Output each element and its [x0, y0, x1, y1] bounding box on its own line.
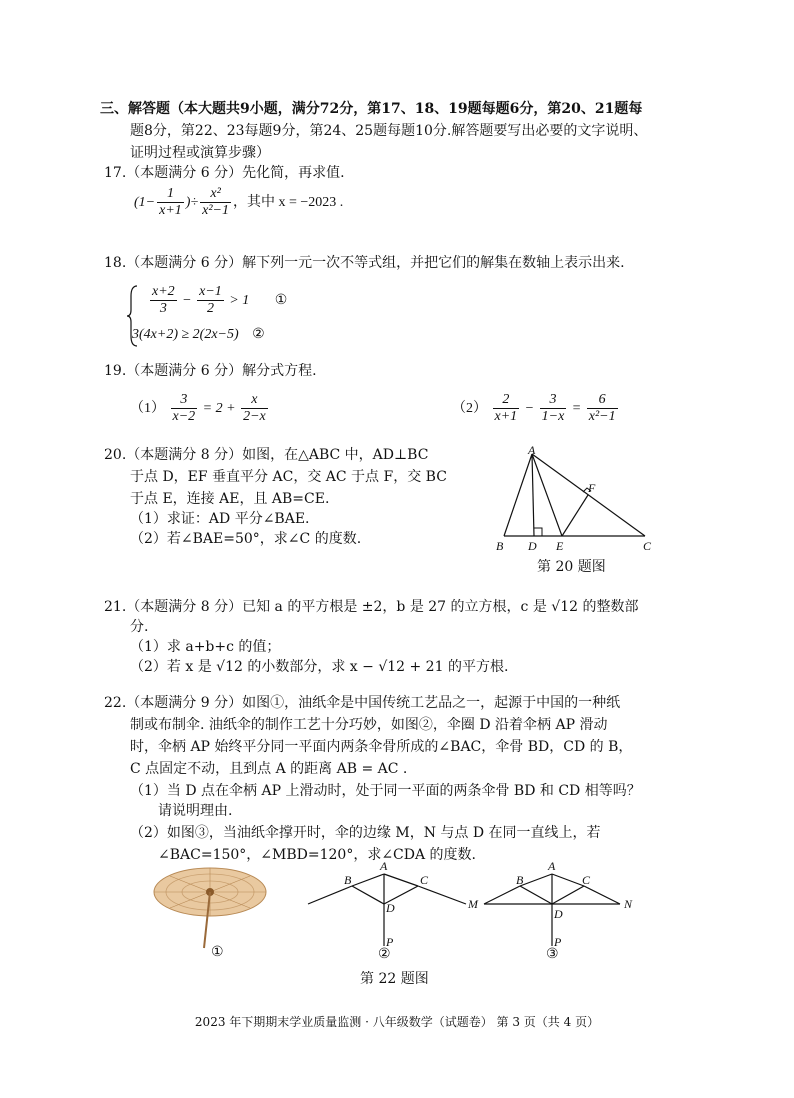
section-heading-line-3: 证明过程或演算步骤） — [130, 145, 270, 161]
q22-caption: 第 22 题图 — [360, 971, 429, 987]
fig3-label-a: A — [548, 860, 556, 873]
section-heading-line-1: 三、解答题（本大题共9小题，满分72分，第17、18、19题每题6分，第20、21题每 — [100, 101, 643, 117]
q22-part-2-cont: ∠BAC=150°，∠MBD=120°，求∠CDA 的度数. — [158, 847, 477, 863]
q20-triangle-figure — [490, 444, 660, 556]
fig3-label-p: P — [554, 935, 562, 949]
q22-figure-2 — [302, 860, 472, 956]
q21-part-2: （2）若 x 是 √12 的小数部分，求 x − √12 + 21 的平方根. — [130, 659, 509, 675]
q20-line-3: 于点 E，连接 AE，且 AB=CE. — [130, 491, 330, 507]
fig-2-label: ② — [378, 946, 391, 962]
q22-line-3: 时，伞柄 AP 始终平分同一平面内两条伞骨所成的∠BAC，伞骨 BD，CD 的 B， — [130, 739, 633, 755]
q22-line-4: C 点固定不动，且到点 A 的距离 AB = AC . — [130, 761, 408, 777]
fig2-label-p: P — [386, 935, 394, 949]
fig3-label-b: B — [516, 873, 524, 887]
q20-part-1: （1）求证：AD 平分∠BAE. — [130, 511, 310, 527]
q17-heading: 17.（本题满分 6 分）先化简，再求值. — [104, 165, 345, 181]
label-f: F — [588, 481, 596, 495]
q18-heading: 18.（本题满分 6 分）解下列一元一次不等式组，并把它们的解集在数轴上表示出来. — [104, 255, 625, 271]
q18-inequality-system — [126, 284, 426, 348]
label-a: A — [528, 444, 536, 457]
q19-heading: 19.（本题满分 6 分）解分式方程. — [104, 363, 317, 379]
q21-part-1: （1）求 a+b+c 的值； — [130, 639, 281, 655]
marker-1: ① — [274, 293, 288, 308]
fig2-label-b: B — [344, 873, 352, 887]
q22-part-2: （2）如图③，当油纸伞撑开时，伞的边缘 M，N 与点 D 在同一直线上，若 — [130, 825, 601, 841]
fig3-label-d: D — [554, 907, 563, 921]
section-heading-line-2: 题8分，第22、23每题9分，第24、25题每题10分.解答题要写出必要的文字说明、 — [130, 123, 648, 139]
q22-line-1: 22.（本题满分 9 分）如图①，油纸伞是中国传统工艺品之一，起源于中国的一种纸 — [104, 695, 621, 711]
fig2-label-d: D — [386, 901, 395, 915]
q20-line-2: 于点 D，EF 垂直平分 AC，交 AC 于点 F，交 BC — [130, 469, 447, 485]
fig2-label-a: A — [380, 860, 388, 873]
q20-caption: 第 20 题图 — [537, 559, 606, 575]
label-d: D — [528, 539, 537, 553]
fig3-label-n: N — [624, 897, 633, 911]
label-e: E — [556, 539, 564, 553]
fig-1-label: ① — [211, 944, 224, 960]
marker-2: ② — [252, 327, 265, 342]
q18-inequality-1: $\frac{x+2}{3}$ − $\frac{x-1}{2}$ > 1 ① — [152, 284, 288, 317]
fig3-label-c: C — [582, 873, 591, 887]
q19-part-1: （1） $\frac{3}{x-2}$ = 2 + $\frac{x}{2-x}$ — [130, 392, 266, 425]
page-footer: 2023 年下期期末学业质量监测 · 八年级数学（试题卷） 第 3 页（共 4 页） — [194, 1015, 600, 1029]
label-c: C — [643, 539, 652, 553]
q21-line-1: 21.（本题满分 8 分）已知 a 的平方根是 ±2，b 是 27 的立方根，c 是 √12 的整数部 — [104, 599, 639, 615]
fig2-label-c: C — [420, 873, 429, 887]
q22-part-1-cont: 请说明理由. — [158, 803, 233, 819]
q21-line-2: 分. — [130, 619, 149, 635]
label-b: B — [496, 539, 504, 553]
q18-inequality-2: 3(4x+2) ≥ 2(2x−5) ② — [132, 327, 265, 342]
fig-3-label: ③ — [546, 946, 559, 962]
q22-part-1: （1）当 D 点在伞柄 AP 上滑动时，处于同一平面的两条伞骨 BD 和 CD 相等吗？ — [130, 783, 641, 799]
q17-expression: (1− $\frac{1}{x+1}$ )÷ $\frac{\text{x²}}{\text{x²−1}}$ ，其中 x = −2023 . — [134, 186, 344, 219]
q20-line-1: 20.（本题满分 8 分）如图，在△ABC 中，AD⊥BC — [104, 447, 429, 463]
q22-figure-3 — [464, 860, 644, 956]
q20-part-2: （2）若∠BAE=50°，求∠C 的度数. — [130, 531, 362, 547]
q19-part-2: （2） $\frac{2}{x+1}$ − $\frac{3}{1-x}$ = $\frac{6}{\text{x²−1}}$ — [452, 392, 616, 425]
q22-line-2: 制或布制伞. 油纸伞的制作工艺十分巧妙，如图②，伞圈 D 沿着伞柄 AP 滑动 — [130, 717, 608, 733]
fig3-label-m: M — [468, 897, 478, 911]
